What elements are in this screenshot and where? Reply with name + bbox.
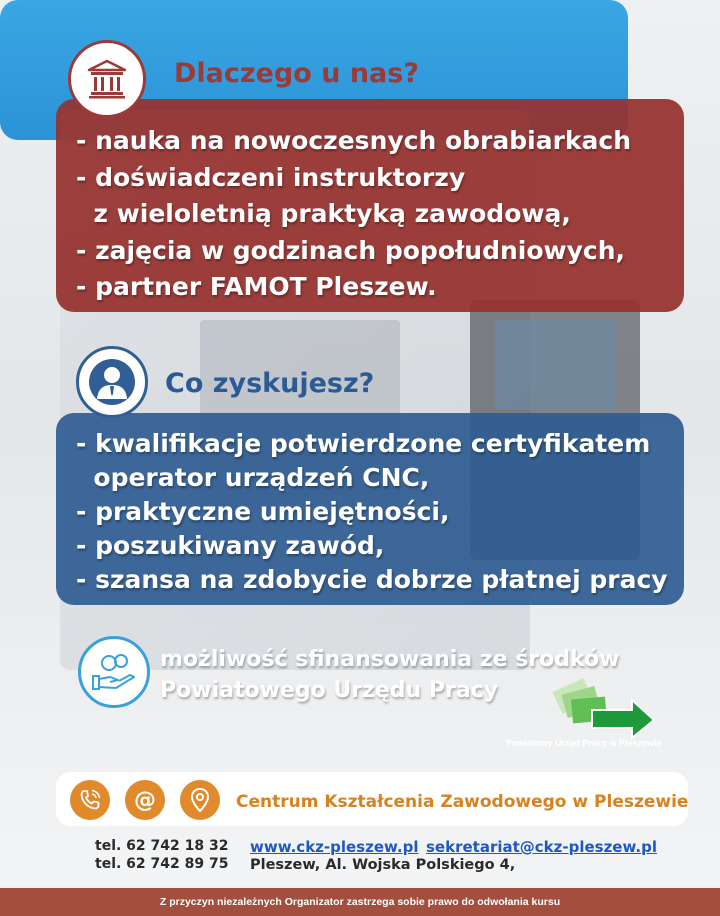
bank-building-icon xyxy=(68,40,146,118)
hand-coins-icon xyxy=(78,636,150,708)
person-icon xyxy=(76,346,148,418)
address: Pleszew, Al. Wojska Polskiego 4, xyxy=(250,857,516,873)
benefit-line: - poszukiwany zawód, xyxy=(76,531,385,560)
why-us-title: Dlaczego u nas? xyxy=(174,58,419,89)
pup-logo-caption: Powiatowy Urząd Pracy w Pleszewie xyxy=(506,738,662,748)
phone-number-1[interactable]: tel. 62 742 18 32 xyxy=(95,838,229,854)
why-line: - partner FAMOT Pleszew. xyxy=(76,272,437,301)
why-line: - zajęcia w godzinach popołudniowych, xyxy=(76,235,626,265)
organization-name: Centrum Kształcenia Zawodowego w Pleszewie xyxy=(236,792,689,812)
benefit-line: - szansa na zdobycie dobrze płatnej pracy xyxy=(76,565,668,594)
benefits-title: Co zyskujesz? xyxy=(165,368,375,399)
funding-line-2: Powiatowego Urzędu Pracy xyxy=(160,678,499,703)
why-us-card xyxy=(56,99,684,312)
phone-icon xyxy=(70,780,110,820)
funding-line-1: możliwość sfinansowania ze środków xyxy=(160,647,620,672)
email-link[interactable]: sekretariat@ckz-pleszew.pl xyxy=(426,838,657,856)
footer-disclaimer: Z przyczyn niezależnych Organizator zastrzega sobie prawo do odwołania kursu xyxy=(0,888,720,916)
benefits-card xyxy=(56,413,684,605)
why-line: - nauka na nowoczesnych obrabiarkach xyxy=(76,126,632,155)
location-pin-icon xyxy=(180,780,220,820)
benefit-line: - kwalifikacje potwierdzone certyfikatem xyxy=(76,429,651,458)
phone-number-2[interactable]: tel. 62 742 89 75 xyxy=(95,856,229,872)
why-line: - doświadczeni instruktorzy xyxy=(76,162,466,192)
why-line: z wieloletnią praktyką zawodową, xyxy=(76,199,571,228)
email-at-icon: @ xyxy=(125,780,165,820)
website-link[interactable]: www.ckz-pleszew.pl xyxy=(250,838,419,856)
benefit-line: operator urządzeń CNC, xyxy=(76,463,430,492)
benefit-line: - praktyczne umiejętności, xyxy=(76,497,450,526)
